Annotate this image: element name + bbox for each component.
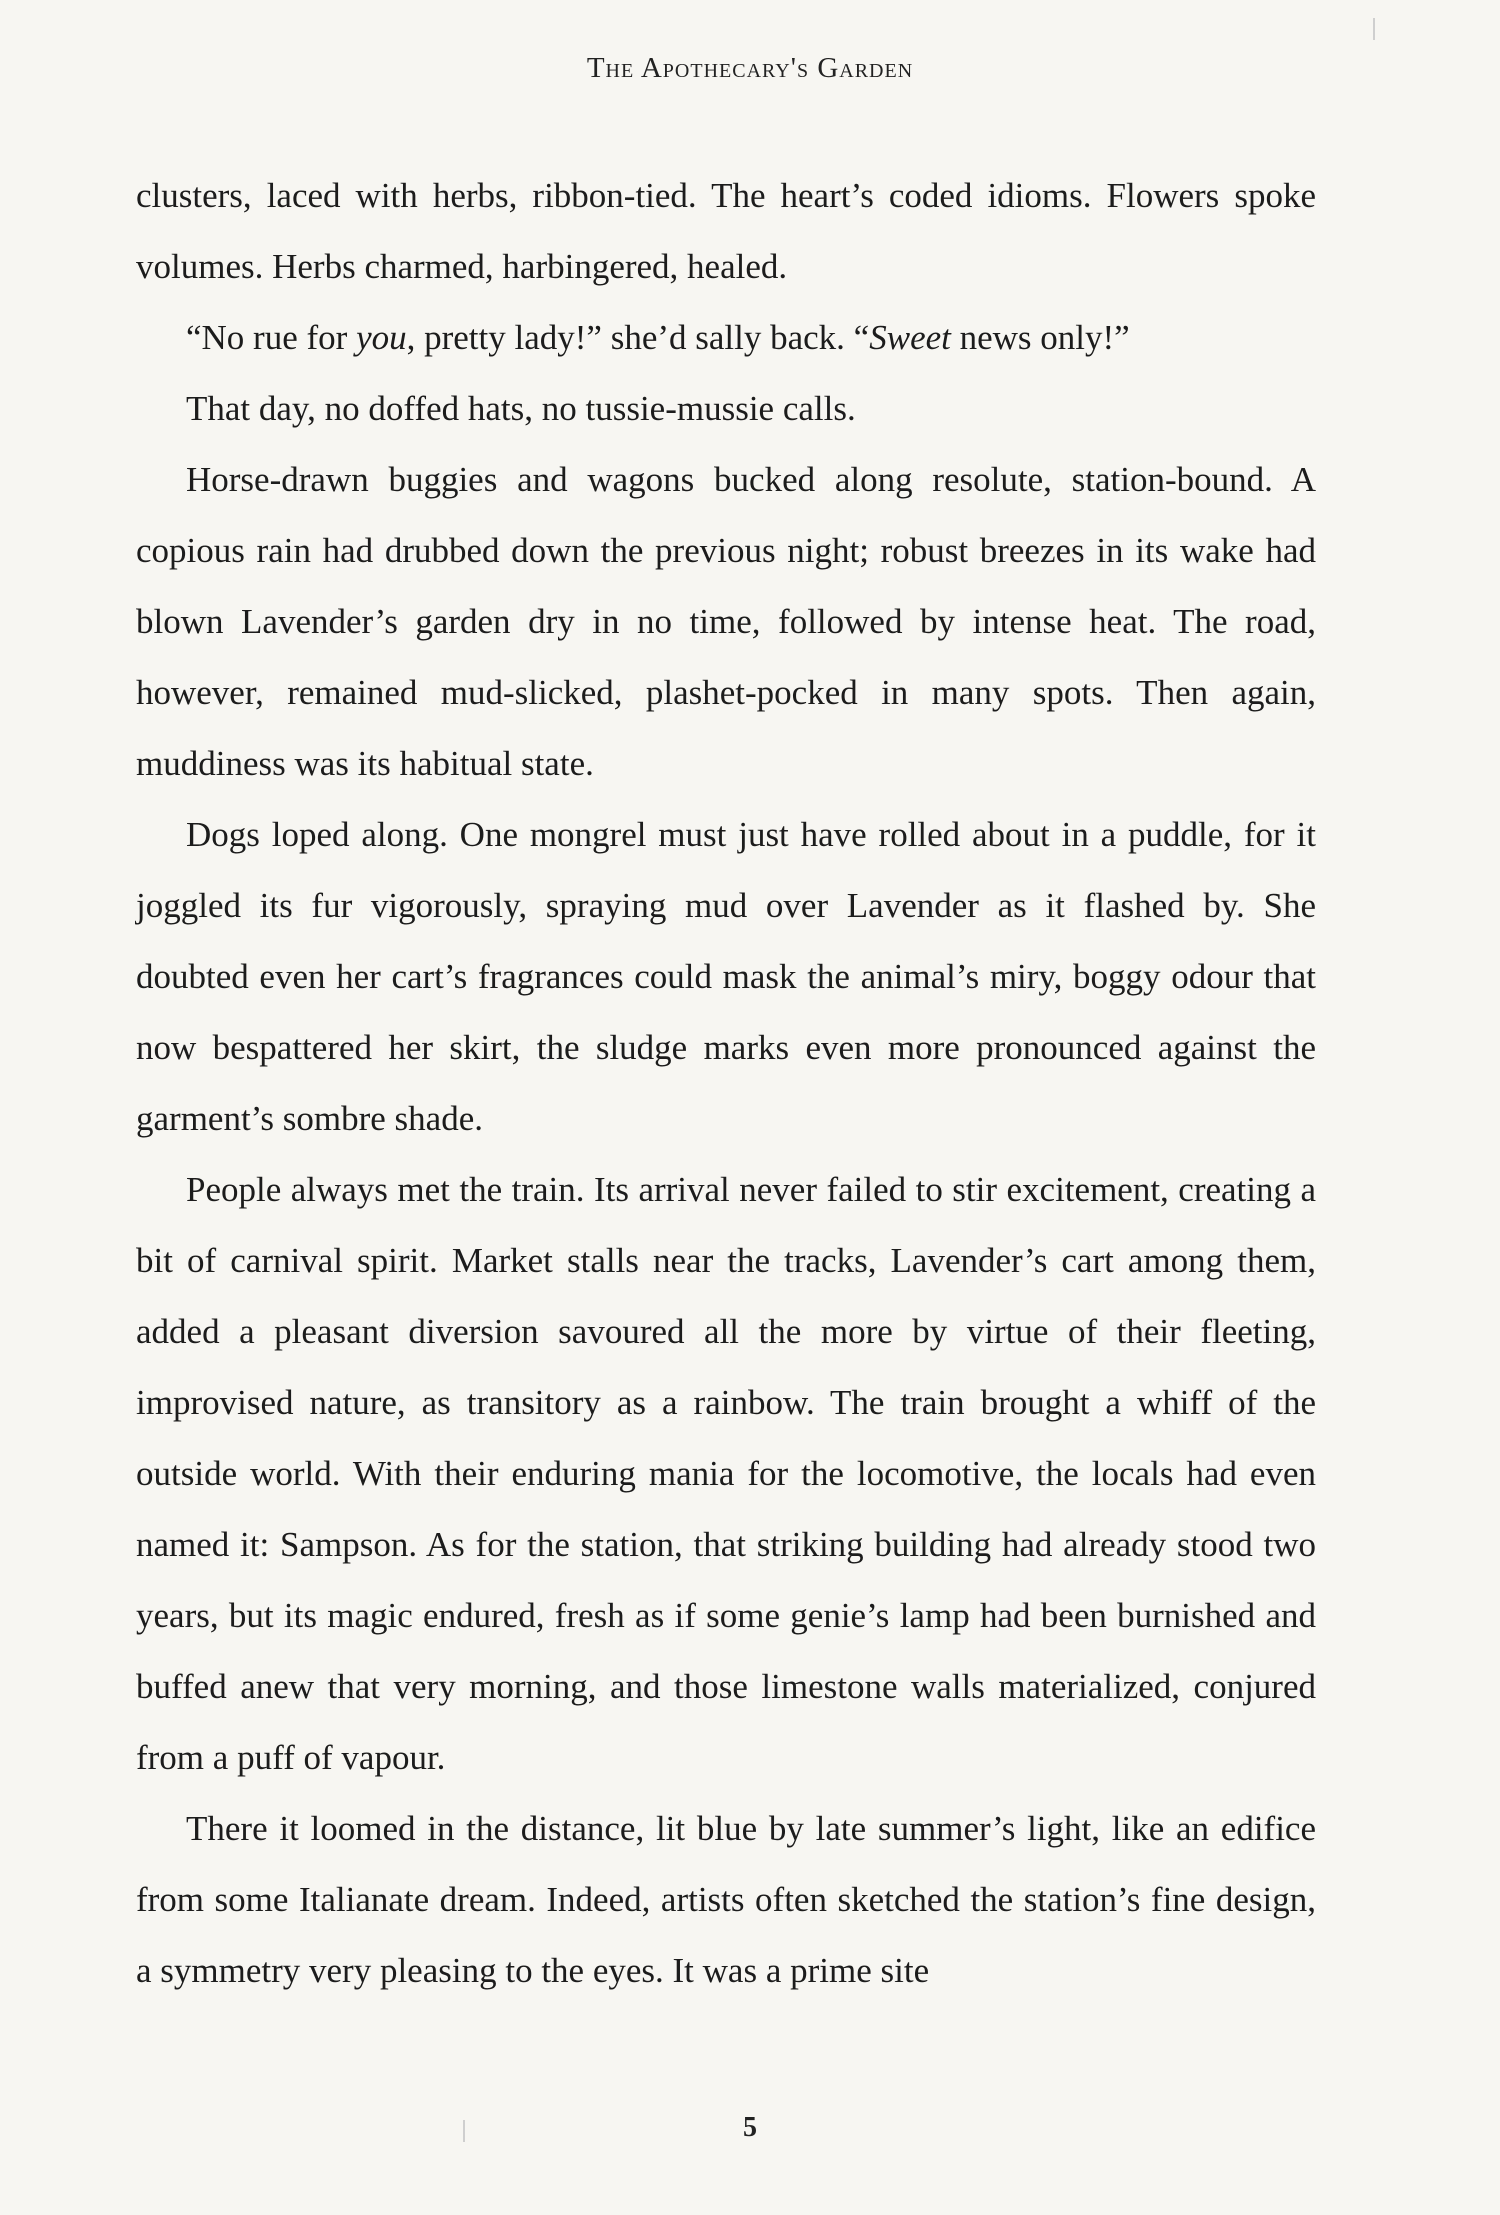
paragraph xyxy=(136,1793,1316,2006)
page-number: 5 xyxy=(743,2112,757,2143)
text-run: , pretty lady!” she’d sally back. “ xyxy=(406,318,870,357)
italic-run: you xyxy=(356,318,407,357)
text-run: news only!” xyxy=(950,318,1130,357)
paragraph xyxy=(136,160,1316,302)
running-header: The Apothecary's Garden xyxy=(586,52,914,84)
text-run: Horse-drawn buggies and wagons bucked along resolute, station-bound. A copious rain had drubbed down the previous night; robust breezes in its wake had blown Lavender’s garden dry in no time, followed by intense heat. The road, however, remained mud-slicked, plashet-pocked in many spots. Then again, muddiness was its habitual state. xyxy=(136,460,1316,783)
paragraph xyxy=(136,1154,1316,1793)
scan-artifact-line-bottom xyxy=(463,2120,465,2142)
italic-run: Sweet xyxy=(869,318,951,357)
text-run: People always met the train. Its arrival never failed to stir excitement, creating a bit of carnival spirit. Market stalls near the tracks, Lavender’s cart among them, added a pleasant diversion savoured all the more by virtue of their fleeting, improvised nature, as transitory as a rainbow. The train brought a whiff of the outside world. With their enduring mania for the locomotive, the locals had even named it: Sampson. As for the station, that striking building had already stood two years, but its magic endured, fresh as if some genie’s lamp had been burnished and buffed anew that very morning, and those limestone walls materialized, conjured from a puff of vapour. xyxy=(136,1170,1316,1777)
text-run: “No rue for xyxy=(186,318,357,357)
text-run: Dogs loped along. One mongrel must just have rolled about in a puddle, for it joggled its fur vigorously, spraying mud over Lavender as it flashed by. She doubted even her cart’s fragrances could mask the animal’s miry, boggy odour that now bespattered her skirt, the sludge marks even more pronounced against the garment’s sombre shade. xyxy=(136,815,1316,1138)
text-run: That day, no doffed hats, no tussie-mussie calls. xyxy=(186,389,856,428)
scan-artifact-line-top xyxy=(1373,18,1375,40)
paragraph xyxy=(136,373,1316,444)
body-text xyxy=(136,160,1316,2006)
paragraph xyxy=(136,444,1316,799)
paragraph xyxy=(136,302,1316,373)
text-run: There it loomed in the distance, lit blue by late summer’s light, like an edifice from some Italianate dream. Indeed, artists often sketched the station’s fine design, a symmetry very pleasing to the eyes. It was a prime site xyxy=(136,1809,1316,1990)
text-run: clusters, laced with herbs, ribbon-tied. The heart’s coded idioms. Flowers spoke volumes. Herbs charmed, harbingered, healed. xyxy=(136,176,1316,286)
paragraph xyxy=(136,799,1316,1154)
